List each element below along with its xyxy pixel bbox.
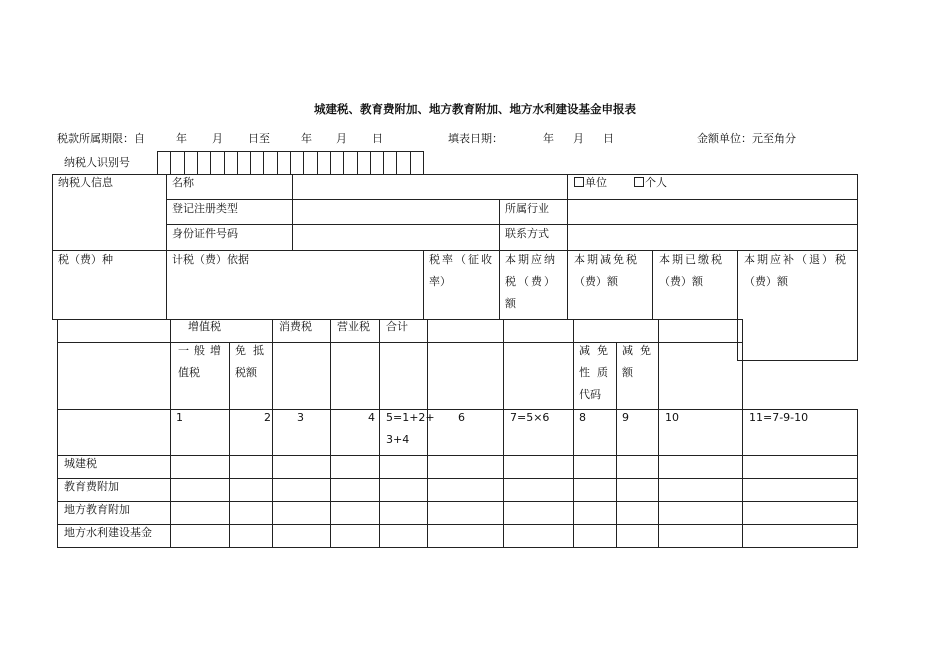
person-option[interactable] — [634, 172, 667, 194]
header-relief-amount-1: 减免 — [622, 344, 658, 357]
row-label-local-edu: 地方教育附加 — [64, 503, 130, 516]
header-relief-code-1: 减免 — [579, 344, 615, 357]
person-option-label: 个人 — [645, 176, 667, 189]
lower-left — [57, 319, 58, 548]
grid-vline — [166, 174, 167, 320]
header-paid-1: 本期已缴税 — [659, 253, 724, 266]
id-number-label: 身份证件号码 — [172, 227, 238, 240]
header-vat: 增值税 — [188, 320, 221, 333]
form-title: 城建税、教育费附加、地方教育附加、地方水利建设基金申报表 — [314, 102, 636, 116]
id-box-divider — [423, 151, 424, 175]
id-box-divider — [357, 151, 358, 175]
unit-checkbox[interactable] — [574, 177, 584, 187]
fill-date-month: 月 — [573, 132, 584, 145]
grid-vline — [503, 319, 504, 548]
fill-date-year: 年 — [543, 132, 554, 145]
grid-vline — [567, 174, 568, 251]
header-paid-2: （费）额 — [659, 275, 703, 288]
grid-vline — [652, 250, 653, 320]
id-box-divider — [330, 151, 331, 175]
grid-vline — [573, 319, 574, 548]
grid-vline — [330, 319, 331, 548]
header-vat-general-1: 一般增 — [178, 344, 226, 357]
period-day-to: 日至 — [248, 132, 270, 145]
col-num-4: 4 — [368, 411, 375, 424]
row-label-water: 地方水利建设基金 — [64, 526, 152, 539]
name-label: 名称 — [172, 176, 194, 189]
grid-vline — [292, 174, 293, 251]
grid-vline — [658, 319, 659, 548]
grid-hline — [57, 478, 858, 479]
id-box-divider — [250, 151, 251, 175]
period-month: 月 — [212, 132, 223, 145]
header-consumption: 消费税 — [279, 320, 312, 333]
id-box-divider — [197, 151, 198, 175]
period-label: 税款所属期限：自 — [57, 132, 145, 145]
id-box-divider — [210, 151, 211, 175]
row-label-edu: 教育费附加 — [64, 480, 119, 493]
id-box-divider — [396, 151, 397, 175]
header-refund-1: 本期应补（退）税 — [744, 253, 848, 266]
header-basis: 计税（费）依据 — [172, 253, 249, 266]
header-relief-amount-2: 额 — [622, 366, 633, 379]
period-month2: 月 — [336, 132, 347, 145]
outer-right — [857, 174, 858, 361]
id-box-divider — [410, 151, 411, 175]
id-box-divider — [157, 151, 158, 175]
header-vat-general-2: 值税 — [178, 366, 200, 379]
fill-date-day: 日 — [603, 132, 614, 145]
id-box-divider — [317, 151, 318, 175]
grid-vline — [170, 319, 171, 548]
id-box-divider — [263, 151, 264, 175]
header-total: 合计 — [386, 320, 408, 333]
grid-vline — [272, 319, 273, 548]
refund-bottom — [737, 360, 858, 361]
grid-vline — [379, 319, 380, 548]
person-checkbox[interactable] — [634, 177, 644, 187]
col-num-8: 8 — [579, 411, 586, 424]
id-box-divider — [383, 151, 384, 175]
grid-vline — [499, 250, 500, 320]
id-box-divider — [290, 151, 291, 175]
id-box-divider — [343, 151, 344, 175]
header-refund-2: （费）额 — [744, 275, 788, 288]
period-year: 年 — [176, 132, 187, 145]
grid-vline — [742, 319, 743, 548]
col-num-10: 10 — [665, 411, 679, 424]
col-num-5a: 5=1+2+ — [386, 411, 435, 424]
grid-hline — [57, 501, 858, 502]
info-section-label: 纳税人信息 — [58, 176, 113, 189]
header-payable-3: 额 — [505, 297, 516, 310]
header-relief-code-2: 性质 — [579, 366, 615, 379]
contact-label: 联系方式 — [505, 227, 549, 240]
grid-hline — [57, 524, 858, 525]
header-payable-2: 税（费） — [505, 275, 557, 288]
col-num-3: 3 — [297, 411, 304, 424]
row-label-urban: 城建税 — [64, 457, 97, 470]
grid-vline — [857, 409, 858, 548]
id-box-divider — [303, 151, 304, 175]
unit-option-label: 单位 — [585, 176, 607, 189]
grid-vline — [567, 250, 568, 320]
industry-label: 所属行业 — [505, 202, 549, 215]
fill-date-label: 填表日期： — [448, 132, 503, 145]
col-num-7: 7=5×6 — [510, 411, 550, 424]
period-day2: 日 — [372, 132, 383, 145]
grid-vline — [423, 250, 424, 320]
id-box-divider — [224, 151, 225, 175]
header-relief-2: （费）额 — [574, 275, 618, 288]
id-box-divider — [170, 151, 171, 175]
grid-vline — [737, 250, 738, 361]
reg-type-label: 登记注册类型 — [172, 202, 238, 215]
grid-hline — [57, 455, 858, 456]
header-relief-1: 本期减免税 — [574, 253, 639, 266]
col-num-5b: 3+4 — [386, 433, 410, 446]
grid-vline — [427, 319, 428, 548]
header-business: 营业税 — [337, 320, 370, 333]
header-vat-exempt-1: 免抵 — [235, 344, 271, 357]
outer-left — [52, 174, 53, 320]
header-rate-1: 税率（征收 — [429, 253, 494, 266]
col-num-9: 9 — [622, 411, 629, 424]
grid-vline — [616, 342, 617, 548]
header-tax-type: 税（费）种 — [58, 253, 113, 266]
col-num-11: 11=7-9-10 — [749, 411, 809, 424]
header-rate-2: 率） — [429, 275, 451, 288]
col-num-1: 1 — [176, 411, 183, 424]
col-num-2: 2 — [264, 411, 271, 424]
id-box-divider — [370, 151, 371, 175]
grid-vline — [499, 199, 500, 251]
unit-option[interactable] — [574, 172, 607, 194]
col-num-6: 6 — [458, 411, 465, 424]
amount-unit: 金额单位：元至角分 — [697, 132, 796, 145]
id-box-divider — [277, 151, 278, 175]
taxpayer-id-label: 纳税人识别号 — [64, 156, 130, 169]
header-payable-1: 本期应纳 — [505, 253, 557, 266]
table-bottom — [57, 547, 858, 548]
grid-vline — [229, 342, 230, 548]
header-vat-exempt-2: 税额 — [235, 366, 257, 379]
id-box-divider — [237, 151, 238, 175]
header-relief-code-3: 代码 — [579, 388, 601, 401]
period-year2: 年 — [301, 132, 312, 145]
